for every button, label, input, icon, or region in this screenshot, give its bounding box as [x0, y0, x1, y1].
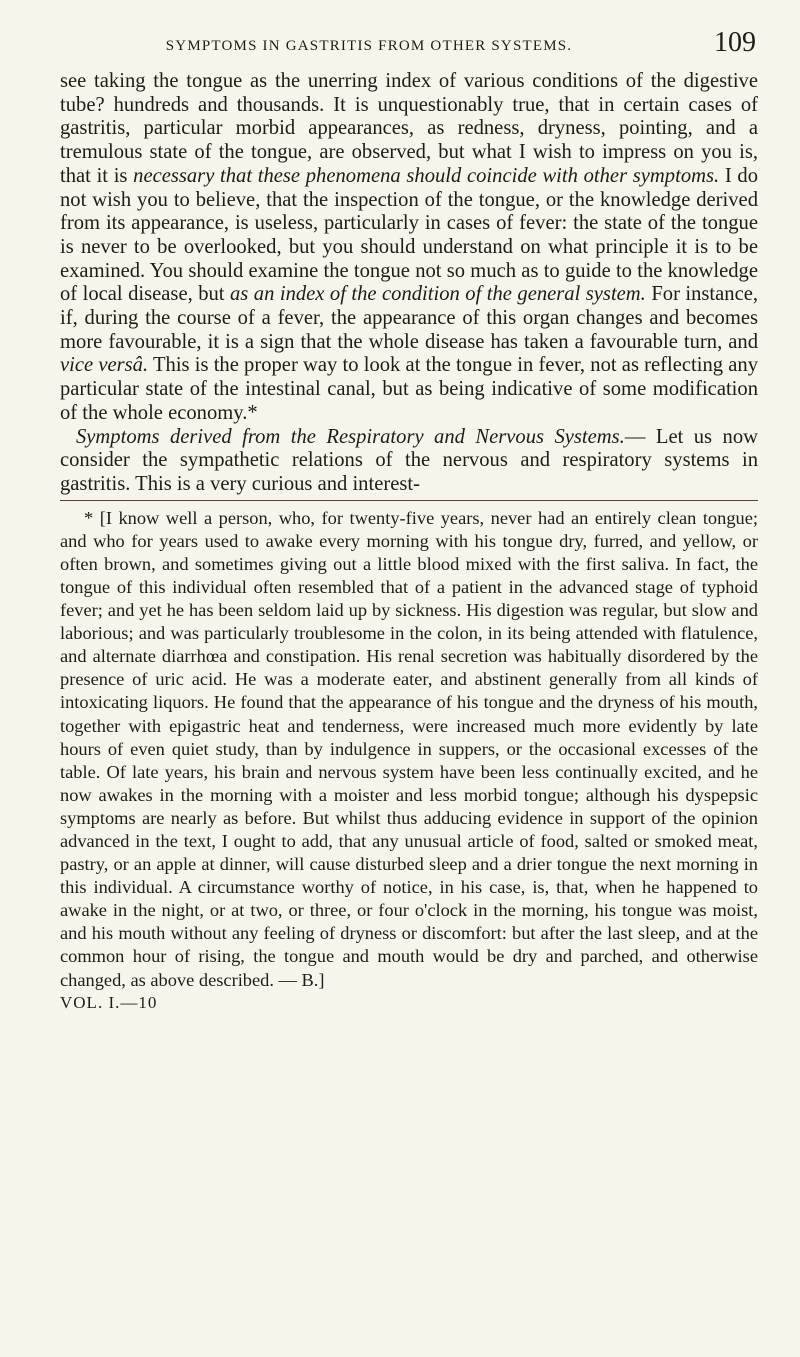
footnote-text: * [I know well a person, who, for twenty-five years, never had an entirely clean tongue; and who for years used to awake every morning with his tongue dry, furred, and yellow, or often brown, and sometimes giving out a little blood mixed with the first saliva. In fact, the tongue of this individual often resembled that of a patient in the advanced stage of typhoid fever; and yet he has been seldom laid up by sickness. His digestion was regular, but slow and laborious; and was particularly troublesome in the colon, in its being attended with flatulence, and alternate diarrhœa and constipation. His renal secretion was habitually disordered by the presence of uric acid. He was a moderate eater, and abstinent generally from all kinds of intoxicating liquors. He found that the appearance of his tongue and the dryness of his mouth, together with epigastric heat and tenderness, were increased much more evidently by late hours of even quiet study, than by indulgence in suppers, or the occasional excesses of the table. Of late years, his brain and nervous system have been less continually excited, and he now awakes in the morning with a moister and less morbid tongue; although his dyspepsic symptoms are nearly as before. But whilst thus adducing evidence in support of the opinion advanced in the text, I ought to add, that any unusual article of food, salted or smoked meat, pastry, or an apple at dinner, will cause disturbed sleep and a drier tongue the next morning in this individual. A circumstance worthy of notice, in his case, is, that, when he happened to awake in the night, or at two, or three, or four o'clock in the morning, his tongue was moist, and his mouth without any feeling of dryness or discomfort: but after the last sleep, and at the common hour of rising, the tongue and mouth would be dry and parched, and otherwise changed, as above described. — B.]	[60, 507, 758, 990]
footnote	[60, 507, 758, 992]
section-sidehead: Symptoms derived from the Respiratory and Nervous Systems.	[76, 425, 625, 448]
running-head: SYMPTOMS IN GASTRITIS FROM OTHER SYSTEMS.	[165, 38, 573, 54]
page-header	[60, 0, 758, 70]
paragraph-tongue	[60, 70, 758, 426]
text-run: see taking the tongue as the unerring index of various conditions of the digestive tube? hundreds and thousands. It is unquestionably true, that in certain cases of gastritis, particular morbid appearances, as redness, dryness, pointing, and a tremulous state of the tongue, are observed, but what I wish to impress on you is, that it is	[60, 70, 758, 187]
text-run: This is the proper way to look at the tongue in fever, not as reflecting any particular state of the intestinal canal, but as being indicative of some modification of the whole economy.*	[60, 354, 758, 424]
text-run: — Let us now consider the sympathetic relations of the nervous and respiratory systems in gastritis. This is a very curious and interest-	[60, 425, 758, 495]
text-run: For instance, if, during the course of a fever, the appearance of this organ changes and becomes more favourable, it is a sign that the whole disease has taken a favourable turn, and	[60, 283, 759, 353]
paragraph-respiratory	[60, 426, 758, 497]
emphasis: necessary that these phenomena should coincide with other symptoms.	[133, 164, 720, 187]
emphasis: as an index of the condition of the general system.	[230, 283, 646, 306]
signature-mark: VOL. I.—10	[60, 992, 158, 1012]
footnote-rule	[60, 500, 758, 501]
text-run: I do not wish you to believe, that the inspection of the tongue, or the knowledge derived from its appearance, is useless, particularly in cases of fever: the state of the tongue is never to be overlooked, but you should understand on what principle it is to be examined. You should examine the tongue not so much as to guide to the knowledge of local disease, but	[60, 164, 758, 306]
emphasis: vice versâ.	[60, 354, 149, 377]
main-text	[60, 70, 758, 497]
page-number: 109	[714, 27, 756, 58]
